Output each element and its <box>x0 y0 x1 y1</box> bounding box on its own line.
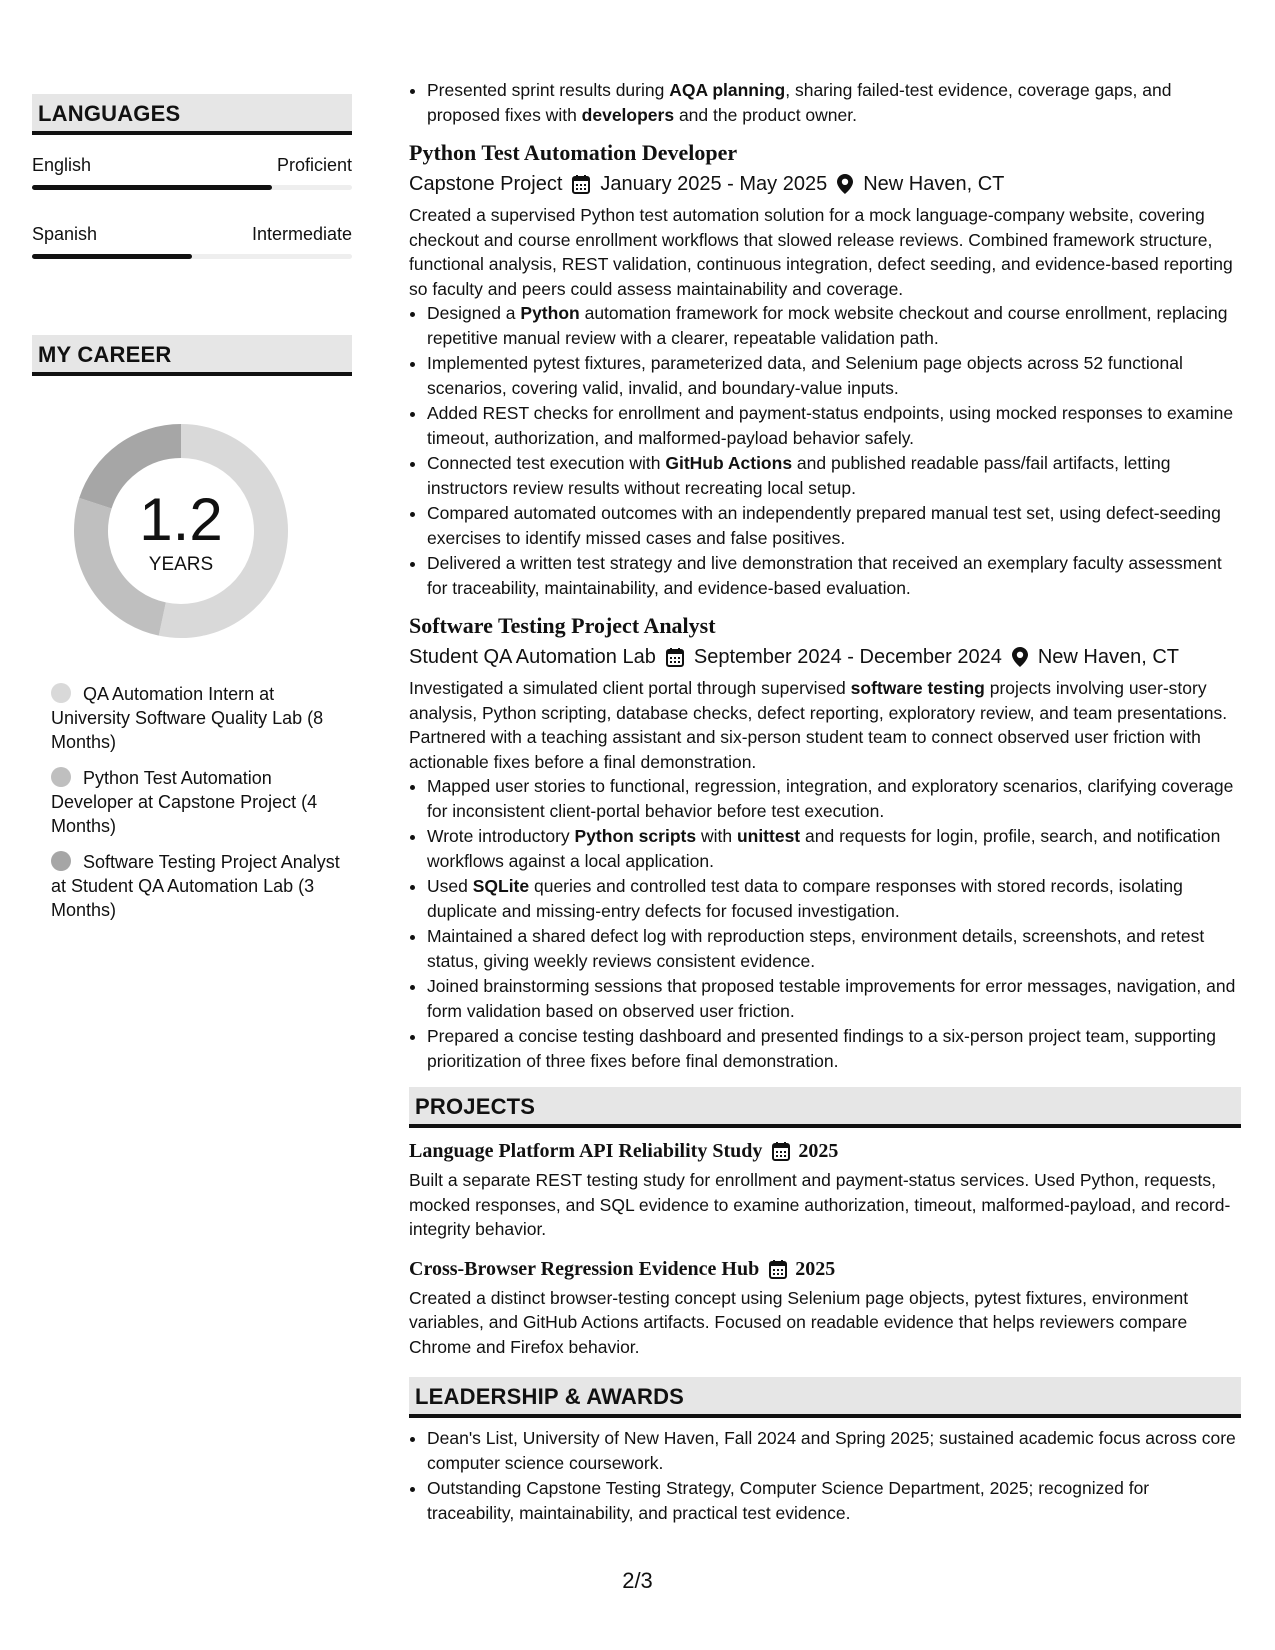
career-heading: MY CAREER <box>32 335 352 376</box>
legend-dot <box>51 683 71 703</box>
experience-bullet: • Compared automated outcomes with an independently prepared manual test set, using defect-seeding exercises to identify missed cases and false positives. <box>427 501 1241 550</box>
language-level-bar-fill <box>32 185 272 190</box>
language-name: English <box>32 155 92 175</box>
career-legend-label: Python Test Automation Developer at Capstone Project (4 Months) <box>51 768 318 836</box>
language-level: Intermediate <box>251 224 352 244</box>
job-description: Created a supervised Python test automation solution for a mock language-company website, covering checkout and course enrollment workflows that slowed release reviews. Combined framework structure, functional analysis, REST validation, continuous integration, defect seeding, and evidence-based reporting so faculty and peers could assess maintainability and coverage. <box>409 205 1233 299</box>
legend-dot <box>51 767 71 787</box>
job-description: Investigated a simulated client portal through supervised software testing projects involving user-story analysis, Python scripting, database checks, defect reporting, exploratory review, and team presentations. Partnered with a teaching assistant and six-person student team to connect observed user friction with actionable fixes before a final demonstration. <box>409 678 1228 772</box>
job-company: Capstone Project <box>409 173 563 195</box>
legend-dot <box>51 851 71 871</box>
career-legend-label: QA Automation Intern at University Software Quality Lab (8 Months) <box>51 684 324 752</box>
experience-bullet: • Prepared a concise testing dashboard and presented findings to a six-person project team, supporting prioritization of three fixes before final demonstration. <box>427 1024 1241 1073</box>
experience-bullet: • Connected test execution with GitHub Actions and published readable pass/fail artifacts, letting instructors review results without recreating local setup. <box>427 451 1241 500</box>
career-donut-chart <box>66 416 296 646</box>
experience-bullet: • Mapped user stories to functional, regression, integration, and exploratory scenarios, clarifying coverage for inconsistent client-portal behavior before test execution. <box>427 774 1241 823</box>
career-legend-label: Software Testing Project Analyst at Student QA Automation Lab (3 Months) <box>51 852 340 920</box>
page-number: 2/3 <box>622 1568 653 1593</box>
experience-bullet: • Designed a Python automation framework for mock website checkout and course enrollment, replacing repetitive manual review with a clearer, repeatable validation path. <box>427 301 1241 350</box>
job-meta <box>409 644 1241 670</box>
career-legend <box>32 682 352 922</box>
calendar-icon <box>572 174 590 194</box>
job-bullets <box>409 774 1241 1073</box>
leadership-item: • Dean's List, University of New Haven, Fall 2024 and Spring 2025; sustained academic focus across core computer science coursework. <box>427 1426 1241 1475</box>
project-description: Built a separate REST testing study for enrollment and payment-status services. Used Python, requests, mocked responses, and SQL evidence to examine authorization, timeout, malformed-payload, and record-integrity behavior. <box>409 1170 1231 1239</box>
project-name: Language Platform API Reliability Study <box>409 1140 763 1162</box>
map-pin-icon <box>837 174 853 194</box>
carry-over-bullets <box>409 78 1241 127</box>
leadership-item: • Outstanding Capstone Testing Strategy, Computer Science Department, 2025; recognized for traceability, maintainability, and practical test evidence. <box>427 1476 1241 1525</box>
leadership-list <box>409 1426 1241 1525</box>
job-dates: January 2025 - May 2025 <box>600 173 828 195</box>
leadership-heading: LEADERSHIP & AWARDS <box>409 1377 1241 1418</box>
project-name: Cross-Browser Regression Evidence Hub <box>409 1257 760 1280</box>
calendar-icon <box>666 647 684 667</box>
language-name: Spanish <box>32 224 98 244</box>
project-title <box>409 1256 1241 1282</box>
experience-bullet: • Presented sprint results during AQA planning, sharing failed-test evidence, coverage gaps, and proposed fixes with developers and the product owner. <box>427 78 1241 127</box>
language-level-bar <box>32 254 352 259</box>
job-location: New Haven, CT <box>863 173 1005 195</box>
experience-bullet: • Added REST checks for enrollment and payment-status endpoints, using mocked responses to examine timeout, authorization, and malformed-payload behavior safely. <box>427 401 1241 450</box>
job-location: New Haven, CT <box>1037 646 1179 668</box>
languages-heading: LANGUAGES <box>32 94 352 135</box>
calendar-icon <box>769 1259 787 1279</box>
job-company: Student QA Automation Lab <box>409 646 656 668</box>
language-level-bar <box>32 185 352 190</box>
experience-bullet: • Maintained a shared defect log with reproduction steps, environment details, screenshots, and retest status, giving weekly reviews consistent evidence. <box>427 924 1241 973</box>
job-bullets <box>409 301 1241 600</box>
job-meta <box>409 171 1241 197</box>
calendar-icon <box>772 1141 790 1161</box>
language-item <box>32 153 352 190</box>
job-title: Python Test Automation Developer <box>409 140 738 165</box>
career-legend-item <box>51 850 341 922</box>
project-description: Created a distinct browser-testing concept using Selenium page objects, pytest fixtures, environment variables, and GitHub Actions artifacts. Focused on readable evidence that helps reviewers compare Chrome and Firefox behavior. <box>409 1287 1189 1357</box>
project-title <box>409 1138 1241 1164</box>
experience-bullet: • Joined brainstorming sessions that proposed testable improvements for error messages, navigation, and form validation based on observed user friction. <box>427 974 1241 1023</box>
projects-heading: PROJECTS <box>409 1087 1241 1128</box>
career-total-unit: YEARS <box>148 554 214 575</box>
experience-bullet: • Delivered a written test strategy and live demonstration that received an exemplary faculty assessment for traceability, maintainability, and evidence-based evaluation. <box>427 551 1241 600</box>
project-year: 2025 <box>795 1257 836 1280</box>
experience-bullet: • Implemented pytest fixtures, parameterized data, and Selenium page objects across 52 functional scenarios, covering valid, invalid, and boundary-value inputs. <box>427 351 1241 400</box>
job-title: Software Testing Project Analyst <box>409 613 716 638</box>
map-pin-icon <box>1012 647 1028 667</box>
job-dates: September 2024 - December 2024 <box>693 646 1002 668</box>
language-level: Proficient <box>276 155 352 175</box>
experience-bullet: • Used SQLite queries and controlled test data to compare responses with stored records, isolating duplicate and missing-entry defects for focused investigation. <box>427 874 1241 923</box>
language-level-bar-fill <box>32 254 192 259</box>
career-legend-item <box>51 766 341 838</box>
career-legend-item <box>51 682 341 754</box>
sidebar <box>32 94 352 934</box>
project-year: 2025 <box>798 1140 839 1162</box>
main-content <box>409 78 1241 1525</box>
language-item <box>32 222 352 259</box>
experience-bullet: • Wrote introductory Python scripts with unittest and requests for login, profile, search, and notification workflows against a local application. <box>427 824 1241 873</box>
career-total-years: 1.2 <box>139 486 223 553</box>
